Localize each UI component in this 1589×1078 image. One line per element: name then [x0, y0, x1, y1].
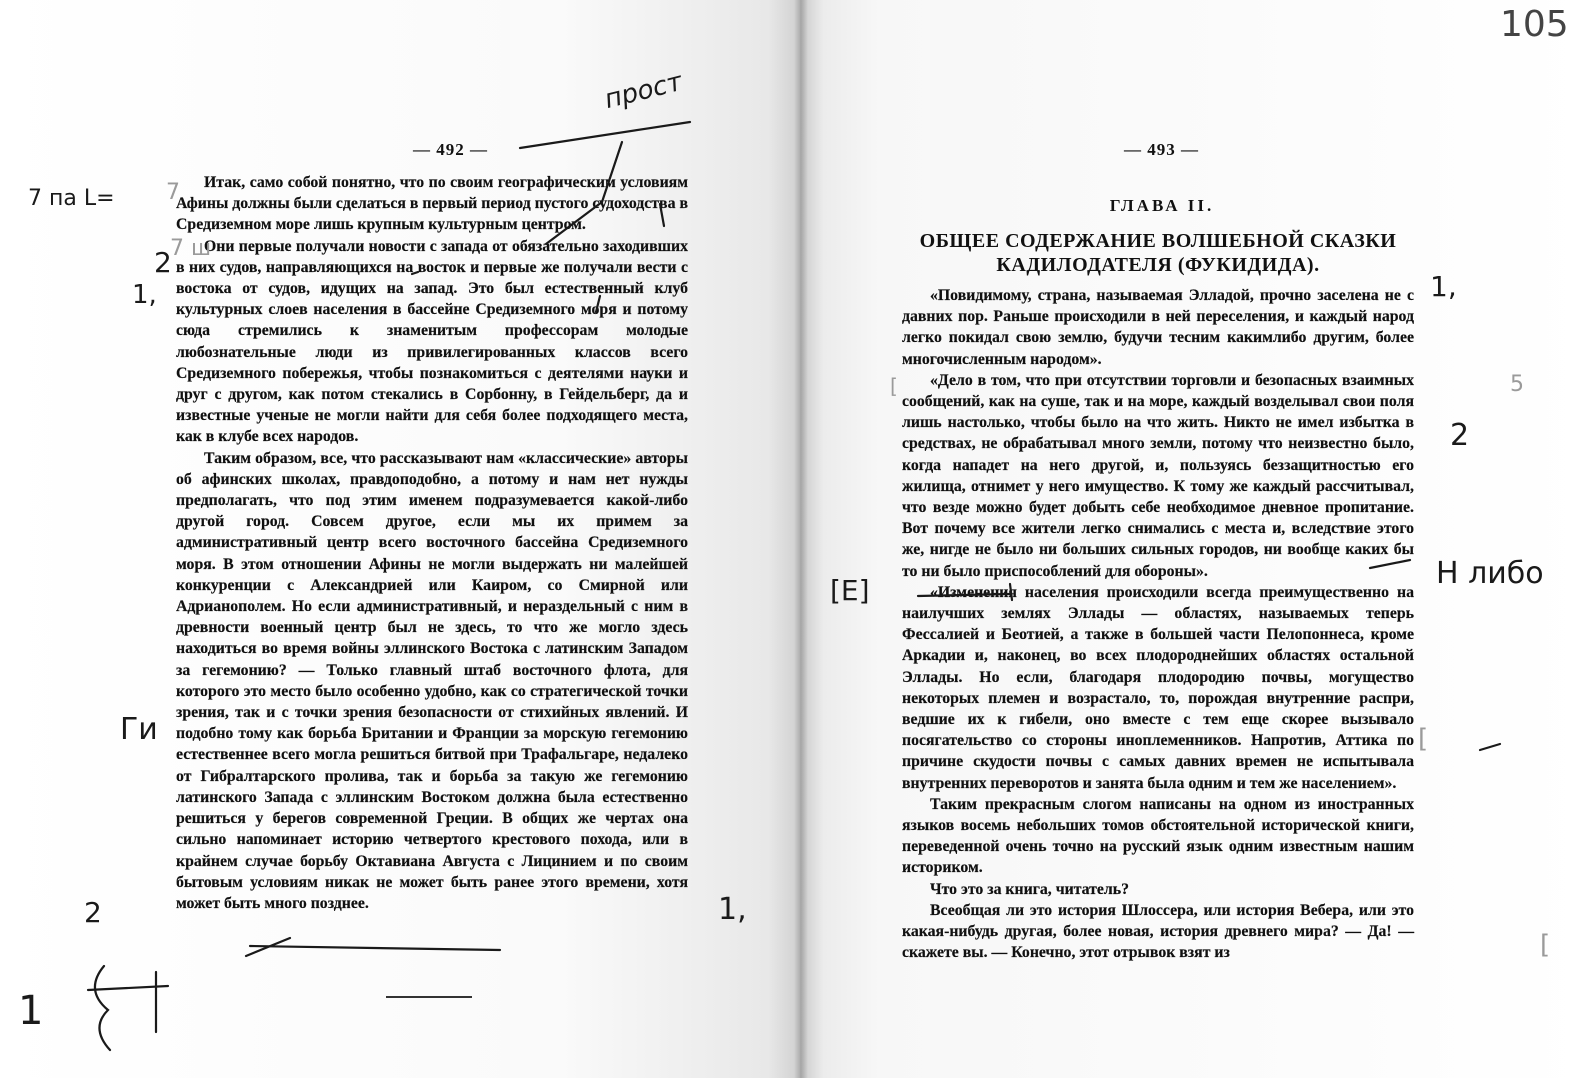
pencil-mark: 7 ш	[170, 236, 212, 261]
chapter-title	[898, 229, 1418, 277]
pencil-mark: [	[890, 374, 898, 398]
margin-note: Ги	[120, 712, 158, 747]
right-page-body	[902, 285, 1414, 964]
pencil-mark: [	[1418, 724, 1429, 754]
page-number-right: — 493 —	[1124, 140, 1199, 159]
right-page	[800, 0, 1589, 1078]
paragraph: «Дело в том, что при отсутствии торговли и безопасных взаимных сообщений, как на суше, так и на море, каждый возделывал свои поля лишь настолько, чтобы было на что жить. Никто не имел избытка в средствах, не обрабатывал много земли, потому что неизвестно было, когда нападет на него другой, и, пользуясь беззащитностью его жилища, отнимет у него имущество. К тому же каждый рассчитывал, что везде можно будет добыть себе необходимое дневное пропитание. Вот почему все жители легко снимались с места и, вследствие этого же, нигде не было ни больших сильных городов, ни вообще каких бы то ни было приспособлений для обороны».	[902, 371, 1414, 580]
paragraph: Таким образом, все, что рассказывают нам «классические» авторы об афинских школах, правдоподобно, а потому и нам нет нужды предполагать, что под этим именем подразумевается какой-либо другой город. Совсем другое, если мы их примем за административный центр всего восточного бассейна Средиземного моря. В этом отношении Афины не могли выдержать ни малейшей конкуренции с Александрией или Каиром, со Смирной или Адрианополем. Но если административный, и нераздельный с ним в древности военный центр был не здесь, то что же могло здесь находиться во время войны эллинского Востока с латинским Западом за гегемонию? — Только главный штаб восточного флота, для которого это место было особенно удобно, как со стратегической точки зрения, так и с точки зрения безопасности от стихийных явлений. И подобно тому как борьба Британии и Франции за морскую гегемонию естественнее всего могла решиться битвой при Трафальгаре, недалеко от Гибралтарского пролива, так и борьба за такую же гегемонию латинского Запада с эллинским Востоком должна была естественно решиться у берегов современной Греции. В общих же чертах она сильно напоминает историю четвертого крестового похода, или в крайнем случае борьбу Октавиана Августа с Лицинием и по своим бытовым условиям никак не может быть ранее этого времени, хотя может быть много позднее.	[176, 449, 688, 912]
margin-note: 2	[84, 896, 102, 929]
left-page-body	[176, 172, 688, 914]
paragraph: Что это за книга, читатель?	[930, 880, 1130, 898]
paragraph: Итак, само собой понятно, что по своим географическим условиям Афины должны были сделаться в первый период пустого судоходства в Средиземном море лишь крупным культурным центром.	[176, 174, 688, 234]
pencil-mark: 7	[166, 180, 180, 205]
handwritten-note-top: прост	[601, 66, 686, 116]
paragraph: «Повидимому, страна, называемая Элладой, прочно заселена не с давних пор. Раньше происходили в ней переселения, и каждый народ легко покидал свою землю, будучи тесним какимлибо другим, более многочисленным народом».	[902, 287, 1414, 368]
margin-note: 7 па L=	[28, 186, 115, 211]
page-corner-number: 105	[1500, 4, 1569, 45]
chapter-title-line: КАДИЛОДАТЕЛЯ (ФУКИДИДА).	[996, 254, 1320, 276]
pencil-mark: 5	[1510, 372, 1524, 397]
margin-note: 2	[1450, 418, 1470, 453]
chapter-title-line: ОБЩЕЕ СОДЕРЖАНИЕ ВОЛШЕБНОЙ СКАЗКИ	[919, 230, 1397, 252]
margin-note: 1,	[718, 892, 747, 927]
margin-note: 1,	[132, 280, 157, 310]
paragraph: Они первые получали новости с запада от обязательно заходивших в них судов, направляющихся на восток и первые же получали вести с востока от судов, идущих на запад. Это был естественный клуб культурных слоев населения в бассейне Средиземного моря и потому сюда стремились к знаменитым профессорам молодые любознательные люди из привилегированных классов всего Средиземного побережья, чтобы познакомиться с деятелями науки и друг с другом, как потом стекались в Сорбонну, в Гейдельберг, да и известные ученые не могли найти для себя более подходящего места, как в клубе всех народов.	[176, 237, 688, 446]
paragraph: «Изменения населения происходили всегда преимущественно на наилучших землях Эллады — областях, называемых теперь Фессалией и Беотией, а также в большей части Пелопоннеса, кроме Аркадии и, наконец, во всех плодороднейших областях остальной Эллады. Но если, благодаря плодородию почвы, могущество некоторых племен и возрастало, то, порождая внутренние распри, ведшие их к гибели, оно вместе с тем еще скорее вызывало посягательство со стороны иноплеменников. Напротив, Аттика по причине скудости почвы с самых давних времен не испытывала внутренних переворотов и занята была одним и тем же населением».	[902, 583, 1414, 792]
margin-note: 1	[18, 988, 44, 1034]
margin-note: [Е]	[830, 574, 870, 607]
end-rule	[386, 996, 472, 998]
paragraph: Таким прекрасным слогом написаны на одном из иностранных языков восемь небольших томов обстоятельной исторической книги, переведенной очень точно на русский язык одним известным нашим историком.	[902, 795, 1414, 877]
pencil-mark: [	[1540, 930, 1551, 960]
margin-note: 1,	[1430, 270, 1457, 303]
margin-note: Н либо	[1436, 556, 1544, 591]
page-number-left: — 492 —	[413, 140, 488, 159]
paragraph: Всеобщая ли это история Шлоссера, или история Вебера, или это какая-нибудь другая, более новая, история древнего мира? — Да! — скажете вы. — Конечно, этот отрывок взят из	[902, 901, 1414, 962]
chapter-label: ГЛАВА II.	[1109, 196, 1215, 215]
margin-note: 2	[154, 246, 172, 279]
